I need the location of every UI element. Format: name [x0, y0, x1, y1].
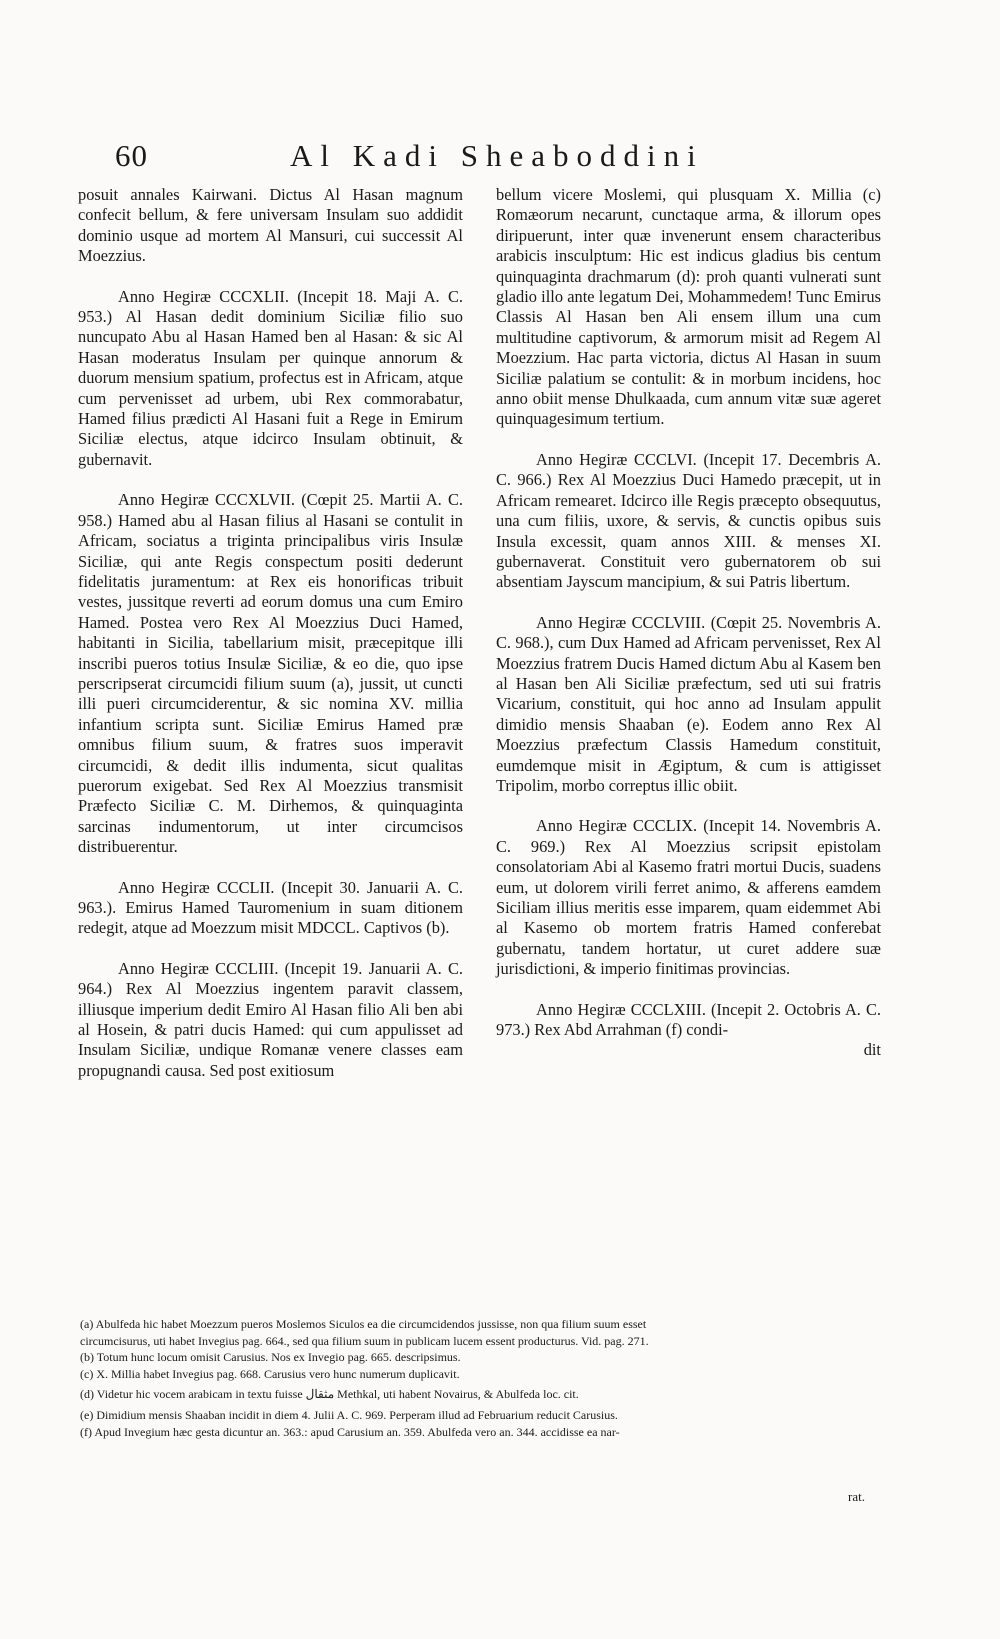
left-column [78, 185, 463, 1081]
footnote: (b) Totum hunc locum omisit Carusius. Nos ex Invegio pag. 665. descripsimus. [80, 1350, 461, 1365]
paragraph: Anno Hegiræ CCCLVIII. (Cœpit 25. Novembris A. C. 968.), cum Dux Hamed ad Africam pervenisset, Rex Al Moezzius fratrem Ducis Hamed dictum Abu al Kasem ben al Hasan ben Ali Siciliæ præfectum, sed uti sui fratris Vicarium, constituit, qui hoc anno ad Insulam appulit dimidio mensis Shaaban (e). Eodem anno Rex Al Moezzius præfectum Classis Hamedum constituit, eumdemque misit in Ægiptum, & cum is attigisset Tripolim, morbo correptus illic obiit. [496, 612, 881, 795]
paragraph: Anno Hegiræ CCCLIX. (Incepit 14. Novembris A. C. 969.) Rex Al Moezzius scripsit epistolam consolatoriam Abi al Kasemo fratri mortui Ducis, suadens eum, ut dolorem virili ferret animo, & afferens eamdem Siciliam illius meritis esse imparem, quam eidemmet Abi al Kasemo ob mortem fratris Hamed conferebat gubernatu, tandem hortatur, ut curet addere suæ jurisdictioni, & imperio finitimas provincias. [496, 816, 881, 979]
page-number: 60 [115, 138, 148, 173]
paragraph: Anno Hegiræ CCCXLII. (Incepit 18. Maji A. C. 953.) Al Hasan dedit dominium Siciliæ filio suo nuncupato Abu al Hasan Hamed ben al Hasan: & sic Al Hasan moderatus Insulam per quinque annorum & duorum mensium spatium, profectus est in Africam, atque cum pervenisset ad urbem, ubi Rex commorabatur, Hamed filius prædicti Al Hasani fuit a Rege in Emirum Siciliæ electus, atque idcirco Insulam obtinuit, & gubernavit. [78, 286, 463, 469]
catchword: rat. [848, 1489, 865, 1504]
paragraph: posuit annales Kairwani. Dictus Al Hasan magnum confecit bellum, & fere universam Insulam suo addidit dominio usque ad mortem Al Mansuri, cui successit Al Moezzius. [78, 185, 463, 266]
footnotes [80, 1316, 910, 1440]
footnote: (d) Videtur hic vocem arabicam in textu fuisse مثقال Methkal, uti habent Novairus, & Abulfeda loc. cit. [80, 1387, 579, 1402]
paragraph: Anno Hegiræ CCCLXIII. (Incepit 2. Octobris A. C. 973.) Rex Abd Arrahman (f) condi- [496, 999, 881, 1040]
paragraph: Anno Hegiræ CCCLIII. (Incepit 19. Januarii A. C. 964.) Rex Al Moezzius ingentem paravit classem, illiusque imperium dedit Emiro Al Hasan filio Ali ben abi al Hosein, & patri ducis Hamed: qui cum appulisset ad Insulam Siciliæ, undique Romanæ venere classes eam propugnandi causa. Sed post exitiosum [78, 958, 463, 1080]
footnote: (f) Apud Invegium hæc gesta dicuntur an. 363.: apud Carusium an. 359. Abulfeda vero an. 344. accidisse ea nar- [80, 1424, 620, 1439]
paragraph-continuation: dit [863, 1040, 881, 1060]
paragraph: bellum vicere Moslemi, qui plusquam X. Millia (c) Romæorum necarunt, cunctaque arma, & illorum opes diripuerunt, inter quæ invenerunt ensem characteribus arabicis insculptum: Hic est indicus gladius bis centum quinquaginta drachmarum (d): proh quanti vulnerati sunt gladio illo ante legatum Dei, Mohammedem! Tunc Emirus Classis Al Hasan ben Ali ensem illum una cum multitudine captivorum, & armorum misit ad Regem Al Moezzium. Hac parta victoria, dictus Al Hasan in suum Siciliæ palatium se contulit: & in morbum incidens, hoc anno obiit mense Dhulkaada, cum annum vitæ suæ ageret quinquagesimum tertium. [496, 185, 881, 429]
footnote: (e) Dimidium mensis Shaaban incidit in diem 4. Julii A. C. 969. Perperam illud ad Februarium reducit Carusius. [80, 1407, 618, 1422]
footnote: (a) Abulfeda hic habet Moezzum pueros Moslemos Siculos ea die circumcidendos jussisse, non qua filium suum esset [80, 1317, 647, 1331]
footnote: (c) X. Millia habet Invegius pag. 668. Carusius vero hunc numerum duplicavit. [80, 1366, 460, 1381]
paragraph: Anno Hegiræ CCCXLVII. (Cœpit 25. Martii A. C. 958.) Hamed abu al Hasan filius al Hasani se contulit in Africam, sociatus a triginta principalibus viris Insulæ Siciliæ, qui ante Regis conspectum positi dederunt fidelitatis juramentum: at Rex eis honorificas tribuit vestes, jussitque reverti ad eorum domus una cum Emiro Hamed. Postea vero Rex Al Moezzius Duci Hamed, habitanti in Sicilia, tabellarium misit, præcepitque illi inscribi pueros totius Insulæ Siciliæ, & eo die, quo ipse perscripserat circumcidi filium suum (a), jussit, ut cuncti illi pueri circumciderentur, & sic nomina XV. millia infantium scripta sunt. Siciliæ Emirus Hamed præ omnibus filium suum, & fratres suos imperavit circumcidi, & dedit illis indumenta, sicut qualitas puerorum exigebat. Sed Rex Al Moezzius transmisit Præfecto Siciliæ C. M. Dirhemos, & quinquaginta sarcinas indumentorum, ut inter circumcisos distribuerentur. [78, 490, 463, 857]
paragraph: Anno Hegiræ CCCLVI. (Incepit 17. Decembris A. C. 966.) Rex Al Moezzius Duci Hamedo præcepit, ut in Africam remearet. Idcirco ille Regis præcepto obsequutus, una cum filiis, uxore, & servis, & cunctis opibus suis Insula excessit, quam annos XIII. & menses XI. gubernaverat. Constituit vero gubernatorem ob sui absentiam Jayscum mancipium, & sui Patris libertum. [496, 449, 881, 592]
right-column [496, 185, 881, 1061]
page-header [0, 138, 1000, 178]
footnote: circumcisurus, uti habet Invegius pag. 664., sed qua filium suum in publicam lucem essent producturus. Vid. pag. 271. [80, 1333, 649, 1348]
paragraph: Anno Hegiræ CCCLII. (Incepit 30. Januarii A. C. 963.). Emirus Hamed Tauromenium in suam ditionem redegit, atque ad Moezzum misit MDCCL. Captivos (b). [78, 877, 463, 938]
running-title: Al Kadi Sheaboddini [290, 138, 704, 173]
